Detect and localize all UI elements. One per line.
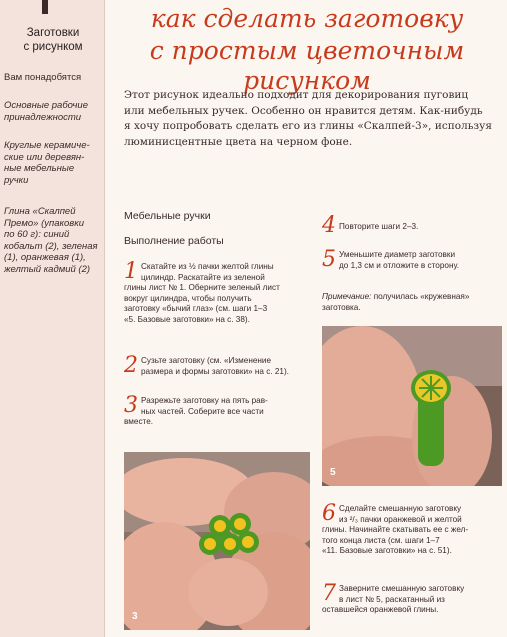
intro-paragraph: Этот рисунок идеально подходит для декорирования пуговиц или мебельных ручек. Особенно он нравится детям. Как-нибудь я хочу попробовать сделать его из глины «Скалпей-3», используя люминисцентные цвета на черном фоне. [124,89,492,148]
step-5: 5 Уменьшите диаметр заготовки до 1,3 см и отложите в сторону. [322,247,460,272]
photo-5-label: 5 [330,467,336,478]
photo-3-label: 3 [132,611,138,622]
photo-step-3 [124,452,310,630]
page-title-line-1: как сделать заготовку [150,4,464,33]
sidebar-title: Заготовки с рисунком [23,27,83,53]
step-2-number: 2 [124,353,138,378]
step-1-number: 1 [124,259,138,284]
sidebar-marker [42,0,48,14]
step-6: 6 Сделайте смешанную заготовку из ²/₃ пачки оранжевой и желтой глины. Начинайте скатывать ее с жел- того конца листа (см. шаги 1–7 «11. Базовые заготовки» на с. 51). [322,501,469,555]
step-4: 4 Повторите шаги 2–3. [322,213,419,238]
materials-item-1: Основные рабочие принадлежности [4,100,89,123]
step-3: 3 Разрежьте заготовку на пять рав- ных частей. Соберите все части вместе. [124,393,268,426]
step-5-number: 5 [322,247,336,272]
materials-item-3: Глина «Скалпей Премо» (упаковки по 60 г): синий кобальт (2), зеленая (1), оранжевая (1), желтый кадмий (2) [4,206,98,275]
photo-step-5-illustration [322,326,502,486]
step-6-number: 6 [322,501,336,526]
step-7: 7 Заверните смешанную заготовку в лист № 5, раскатанный из оставшейся оранжевой глины. [322,581,465,614]
step-4-number: 4 [322,213,336,238]
photo-step-5 [322,326,502,486]
step-7-number: 7 [322,581,336,606]
section-heading: Мебельные ручки [124,210,211,222]
sidebar [0,0,105,637]
note: Примечание: получилась «кружевная» заготовка. [322,292,470,312]
step-3-number: 3 [124,393,138,418]
photo-step-3-illustration [124,452,310,630]
step-1: 1 Скатайте из ½ пачки желтой глины цилиндр. Раскатайте из зеленой глины лист № 1. Оберните зеленый лист вокруг цилиндра, чтобы получить заготовку «бычий глаз» (см. шаги 1–3 «5. Базовые заготовки» на с. 38). [124,259,280,324]
section-subheading: Выполнение работы [124,235,224,247]
materials-item-2: Круглые керамиче- ские или деревян- ные мебельные ручки [4,140,90,186]
step-2: 2 Сузьте заготовку (см. «Изменение размера и формы заготовки» на с. 21). [124,353,289,378]
materials-heading: Вам понадобятся [4,72,82,83]
note-label: Примечание: [322,292,372,301]
page-title-line-2: с простым цветочным рисунком [149,36,465,95]
